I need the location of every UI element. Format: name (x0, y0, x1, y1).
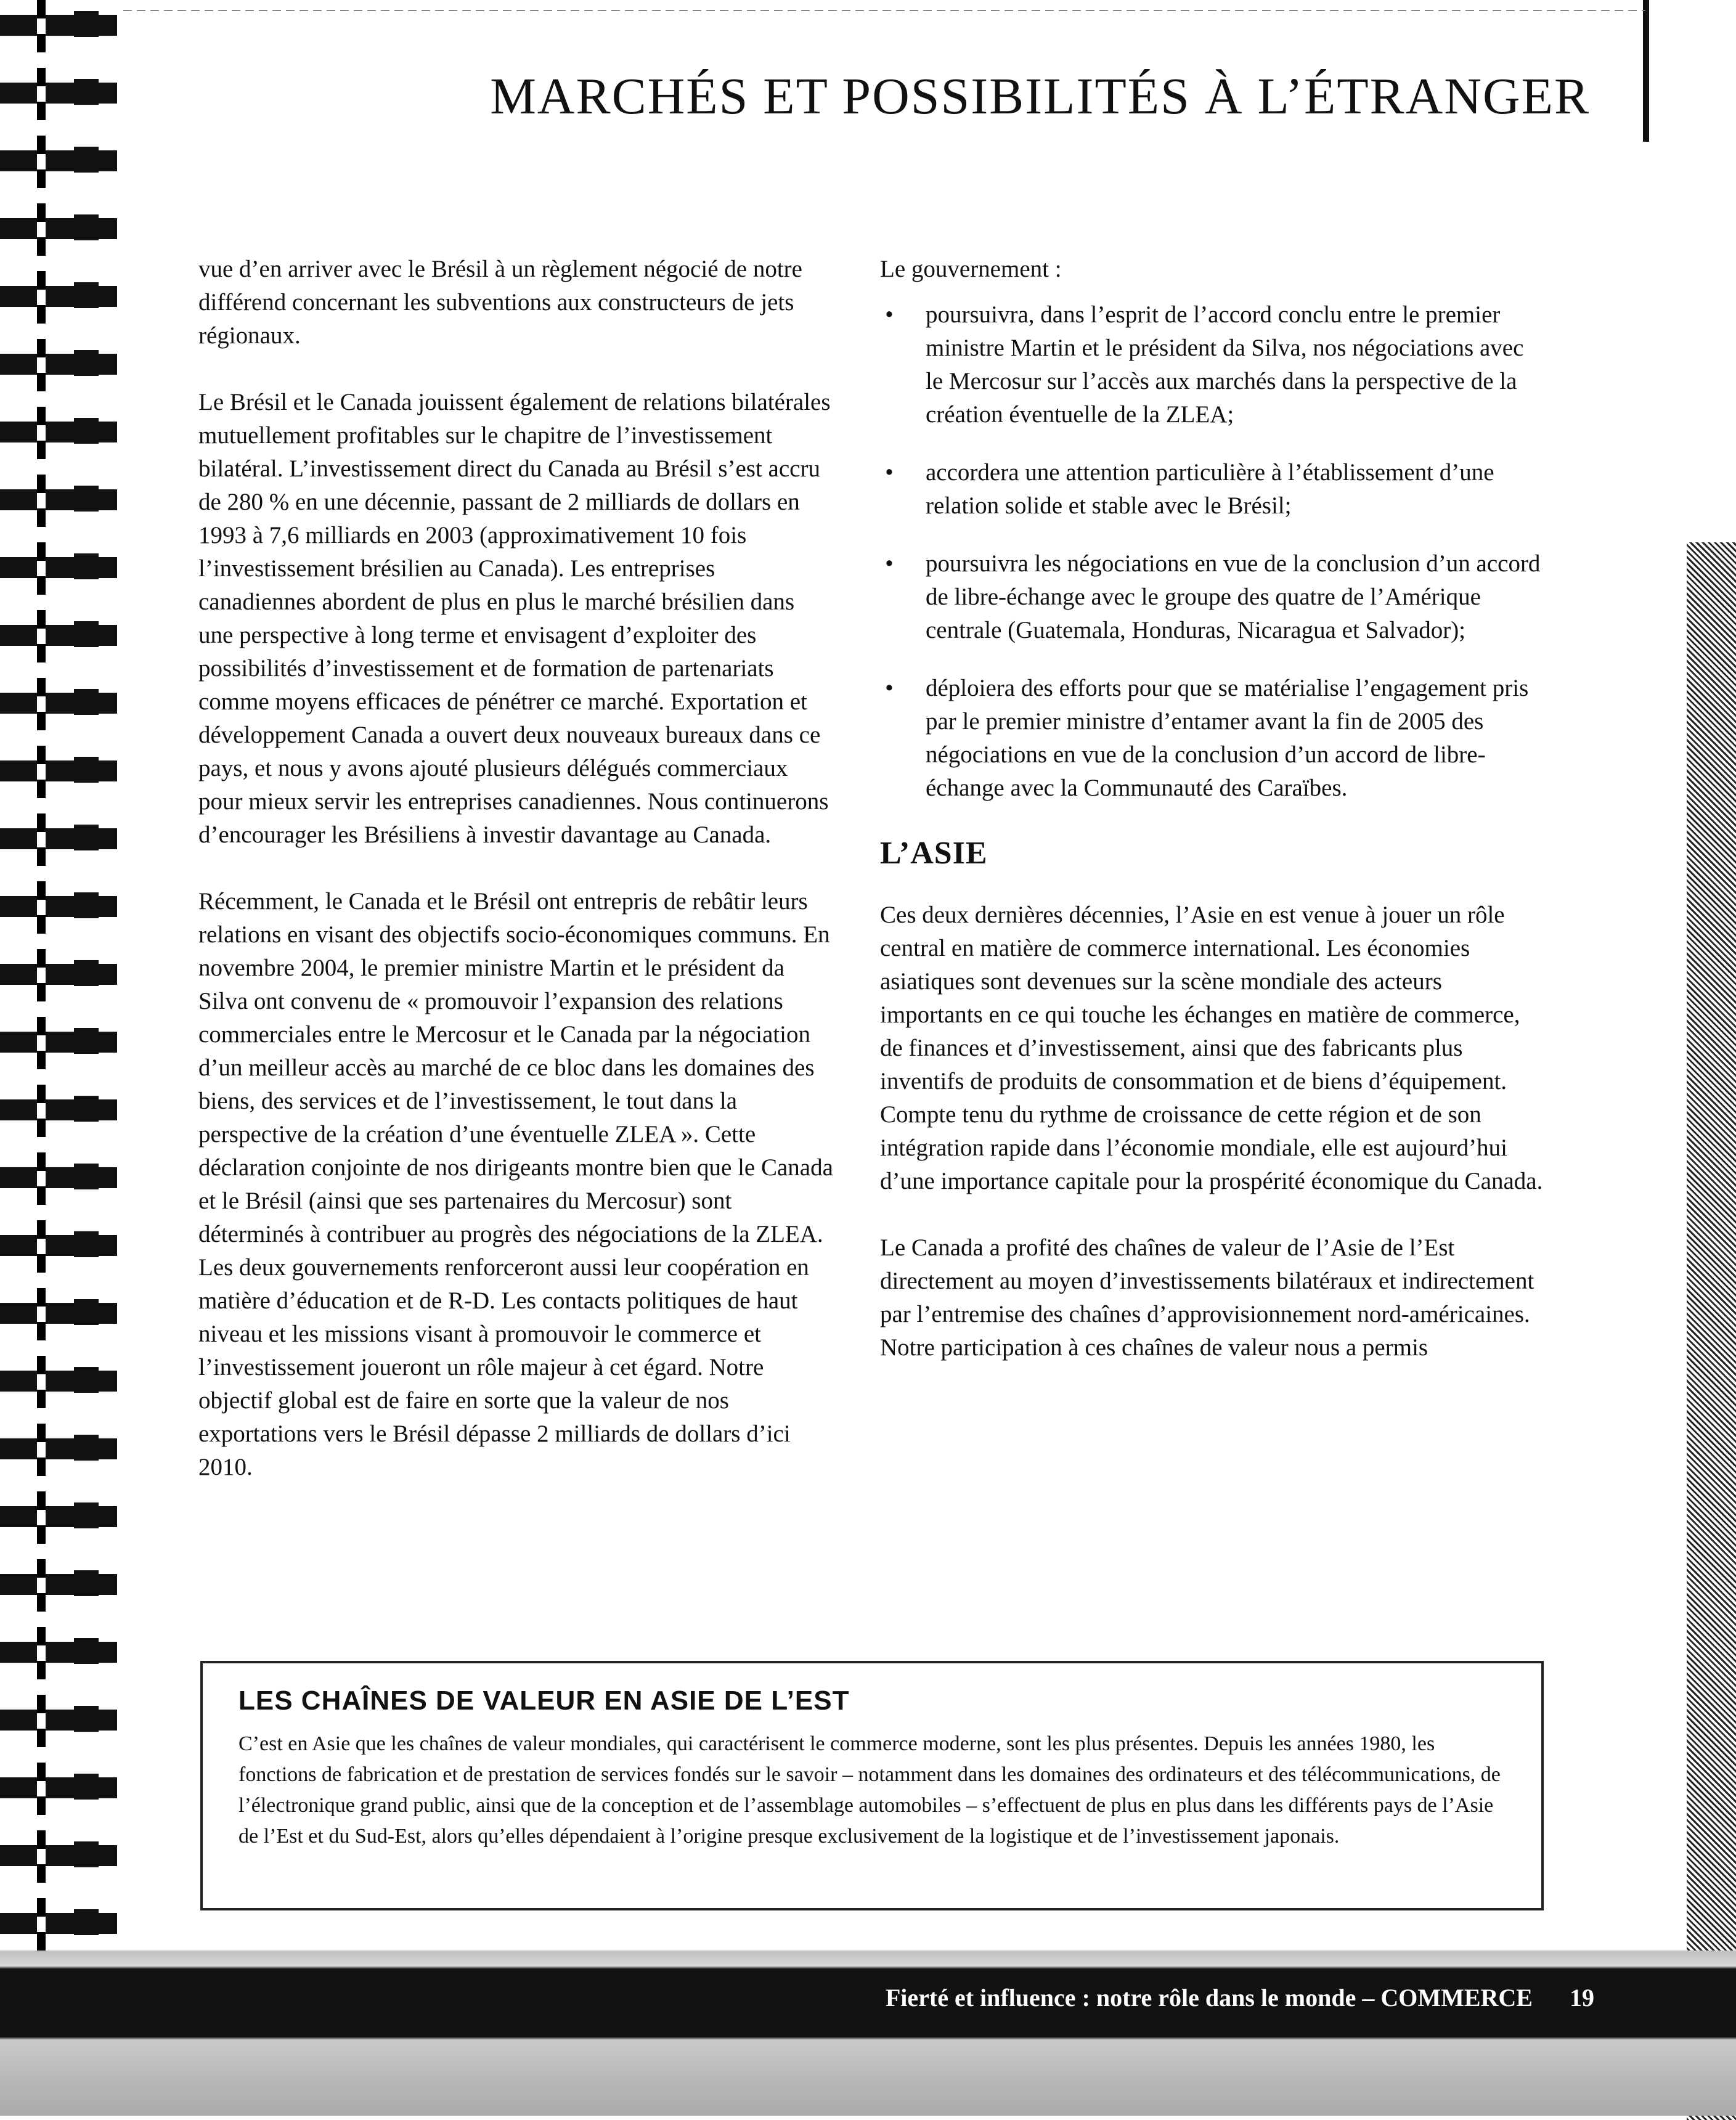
right-column (880, 253, 1546, 1398)
page-title: MARCHÉS ET POSSIBILITÉS À L’ÉTRANGER (490, 68, 1590, 125)
page-number: 19 (1570, 1984, 1594, 2012)
sidebar-box-title: LES CHAÎNES DE VALEUR EN ASIE DE L’EST (238, 1686, 850, 1716)
list-item (880, 547, 1546, 647)
section-heading-asia: L’ASIE (880, 836, 988, 871)
sidebar-box (200, 1661, 1544, 1910)
left-column (198, 253, 833, 1517)
right-paragraph: Le Canada a profité des chaînes de valeur de l’Asie de l’Est directement au moyen d’investissements bilatéraux et indirectement par l’entremise des chaînes d’approvisionnement nord-américaines. Notre participation à ces chaînes de valeur nous a permis (880, 1234, 1534, 1361)
top-dotted-rule (123, 10, 1645, 11)
list-item (880, 456, 1546, 523)
bullet-icon: • (885, 550, 894, 577)
footer-running-title: Fierté et influence : notre rôle dans le monde – COMMERCE (885, 1984, 1533, 2012)
footer-band (0, 1951, 1736, 2116)
bullet-text: accordera une attention particulière à l’établissement d’une relation solide et stable avec le Brésil; (926, 459, 1494, 519)
bullet-text: poursuivra les négociations en vue de la conclusion d’un accord de libre-échange avec le groupe des quatre de l’Amérique centrale (Guatemala, Honduras, Nicaragua et Salvador); (926, 550, 1541, 643)
bullet-text: déploiera des efforts pour que se matérialise l’engagement pris par le premier ministre d’entamer avant la fin de 2005 des négociations en vue de la conclusion d’un accord de libre-échange avec la Communauté des Caraïbes. (926, 675, 1529, 801)
bullet-icon: • (885, 459, 894, 486)
list-item (880, 672, 1546, 805)
list-item (880, 298, 1546, 431)
bullet-icon: • (885, 301, 894, 328)
left-paragraph: vue d’en arriver avec le Brésil à un règlement négocié de notre différend concernant les subventions aux constructeurs de jets régionaux. (198, 256, 802, 349)
page-edge-mark (1643, 0, 1649, 142)
right-paragraph: Ces deux dernières décennies, l’Asie en est venue à jouer un rôle central en matière de commerce international. Les économies asiatiques sont devenues sur la scène mondiale des acteurs importants en ce qui touche les échanges en matière de commerce, de finances et d’investissement, ainsi que des fabricants plus inventifs de produits de consommation et de biens d’équipement. Compte tenu du rythme de croissance de cette région et de son intégration rapide dans l’économie mondiale, elle est aujourd’hui d’une importance capitale pour la prospérité économique du Canada. (880, 902, 1543, 1194)
left-paragraph: Récemment, le Canada et le Brésil ont entrepris de rebâtir leurs relations en visant des objectifs socio-économiques communs. En novembre 2004, le premier ministre Martin et le président da Silva ont convenu de « promouvoir l’expansion des relations commerciales entre le Mercosur et le Canada par la négociation d’un meilleur accès au marché de ce bloc dans les domaines des biens, des services et de l’investissement, le tout dans la perspective de la création d’une éventuelle ZLEA ». Cette déclaration conjointe de nos dirigeants montre bien que le Canada et le Brésil (ainsi que ses partenaires du Mercosur) sont déterminés à contribuer au progrès des négociations de la ZLEA. Les deux gouvernements renforceront aussi leur coopération en matière d’éducation et de R-D. Les contacts politiques de haut niveau et les missions visant à promouvoir le commerce et l’investissement joueront un rôle majeur à cet égard. Notre objectif global est de faire en sorte que la valeur de nos exportations vers le Brésil dépasse 2 milliards de dollars d’ici 2010. (198, 888, 833, 1480)
government-intro: Le gouvernement : (880, 256, 1062, 282)
government-bullet-list (880, 298, 1546, 805)
bullet-text: poursuivra, dans l’esprit de l’accord conclu entre le premier ministre Martin et le président da Silva, nos négociations avec le Mercosur sur l’accès aux marchés dans la perspective de la création éventuelle de la ZLEA; (926, 301, 1524, 428)
spiral-binding (0, 0, 117, 2116)
bullet-icon: • (885, 675, 894, 701)
scan-edge-noise (1687, 542, 1736, 2120)
sidebar-box-text: C’est en Asie que les chaînes de valeur mondiales, qui caractérisent le commerce moderne, sont les plus présentes. Depuis les années 1980, les fonctions de fabrication et de prestation de services fondés sur le savoir – notamment dans les domaines des ordinateurs et des télécommunications, de l’électronique grand public, ainsi que de la conception et de l’assemblage automobiles – s’effectuent de plus en plus dans les différents pays de l’Asie de l’Est et du Sud-Est, alors qu’elles dépendaient à l’origine presque exclusivement de la logistique et de l’investissement japonais. (238, 1732, 1501, 1848)
left-paragraph: Le Brésil et le Canada jouissent également de relations bilatérales mutuellement profitables sur le chapitre de l’investissement bilatéral. L’investissement direct du Canada au Brésil s’est accru de 280 % en une décennie, passant de 2 milliards de dollars en 1993 à 7,6 milliards en 2003 (approximativement 10 fois l’investissement brésilien au Canada). Les entreprises canadiennes abordent de plus en plus le marché brésilien dans une perspective à long terme et envisagent d’exploiter des possibilités d’investissement et de formation de partenariats comme moyens efficaces de pénétrer ce marché. Exportation et développement Canada a ouvert deux nouveaux bureaux dans ce pays, et nous y avons ajouté plusieurs délégués commerciaux pour mieux servir les entreprises canadiennes. Nous continuerons d’encourager les Brésiliens à investir davantage au Canada. (198, 389, 831, 848)
